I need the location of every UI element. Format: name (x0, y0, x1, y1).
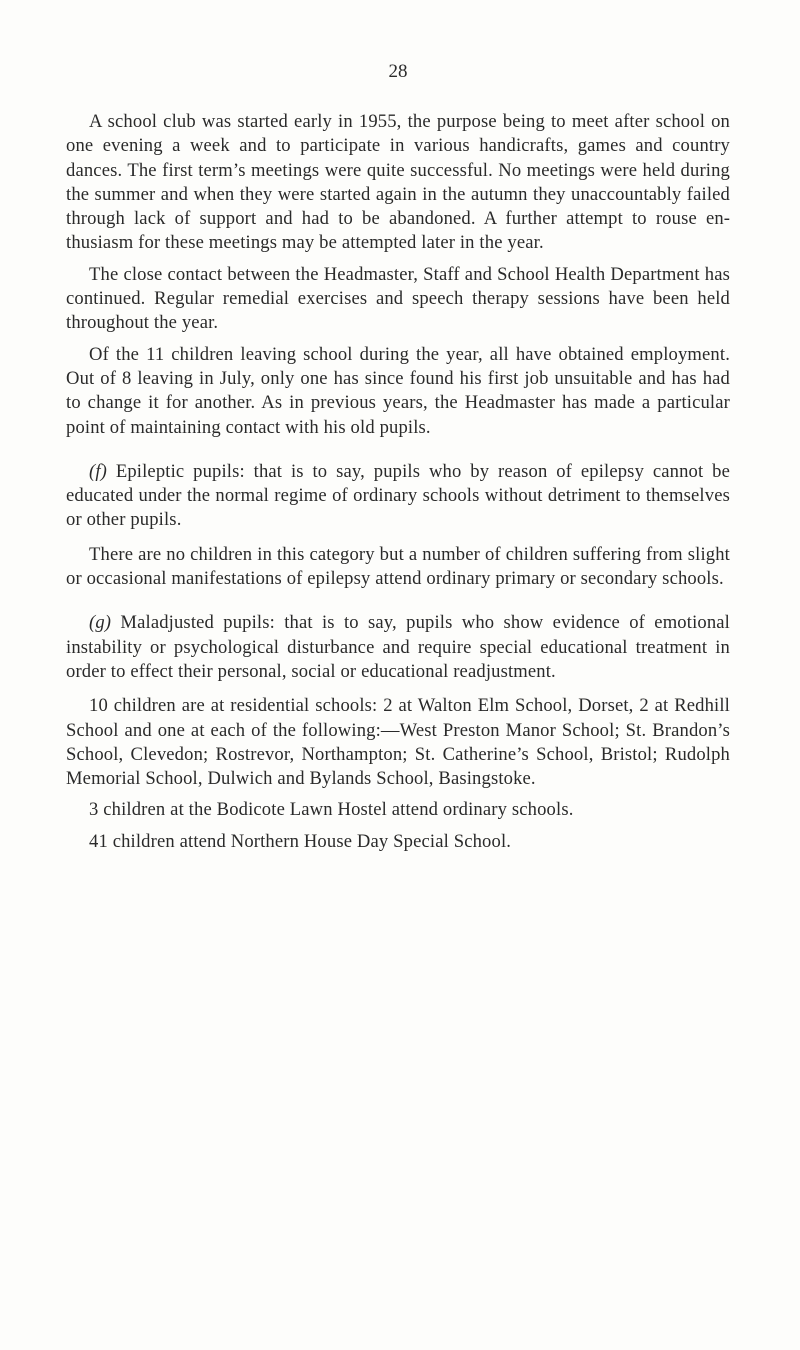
section-label-f: (f) (89, 460, 107, 482)
paragraph-epilepsy-category: There are no children in this category but a number of children suffering from slight or occasional manifestations of epilepsy attend ordinary primary or secondary schools. (66, 543, 730, 590)
paragraph-maladjusted-pupils (66, 611, 730, 684)
paragraph-residential-schools: 10 children are at residential schools: 2 at Walton Elm School, Dorset, 2 at Redhill School and one at each of the following:—West Preston Manor School; St. Brandon’s School, Clevedon; Rostrevor, Northampton; St. Catherine’s School, Bristol; Rudolph Memorial School, Dulwich and Bylands School, Basingstoke. (66, 695, 730, 790)
paragraph-northern-house: 41 children attend Northern House Day Special School. (89, 830, 512, 852)
paragraph-school-club: A school club was started early in 1955, the purpose being to meet after school on one evening a week and to participate in various handicrafts, games and country dances. The first term’s meetings were quite successful. No meetings were held during the summer and when they were started again in the autumn they unaccountably failed through lack of support and had to be abandoned. A further attempt to rouse enthusiasm for these meetings may be attempted later in the year. (66, 111, 730, 254)
paragraph-maladjusted-text: Maladjusted pupils: that is to say, pupils who show evidence of emotional instability or psychological disturbance and require special educational treatment in order to effect their personal, social or educational readjustment. (66, 612, 730, 682)
paragraph-bodicote-hostel: 3 children at the Bodicote Lawn Hostel attend ordinary schools. (89, 799, 574, 821)
paragraph-epileptic-text: Epileptic pupils: that is to say, pupils who by reason of epilepsy cannot be educated under the normal regime of ordinary schools without detriment to themselves or other pupils. (66, 460, 730, 531)
paragraph-close-contact: The close contact between the Headmaster, Staff and School Health Department has continued. Regular remedial exercises and speech therapy sessions have been held throughout the year. (66, 263, 730, 334)
document-body (66, 110, 730, 854)
section-label-g: (g) (89, 612, 112, 634)
paragraph-epileptic-pupils (66, 460, 730, 533)
paragraph-leavers: Of the 11 children leaving school during the year, all have obtained employment. Out of 8 leaving in July, only one has since found his first job unsuitable and has had to change it for another. As in previous years, the Headmaster has made a particular point of maintaining contact with his old pupils. (66, 343, 730, 438)
page-number: 28 (388, 61, 408, 82)
